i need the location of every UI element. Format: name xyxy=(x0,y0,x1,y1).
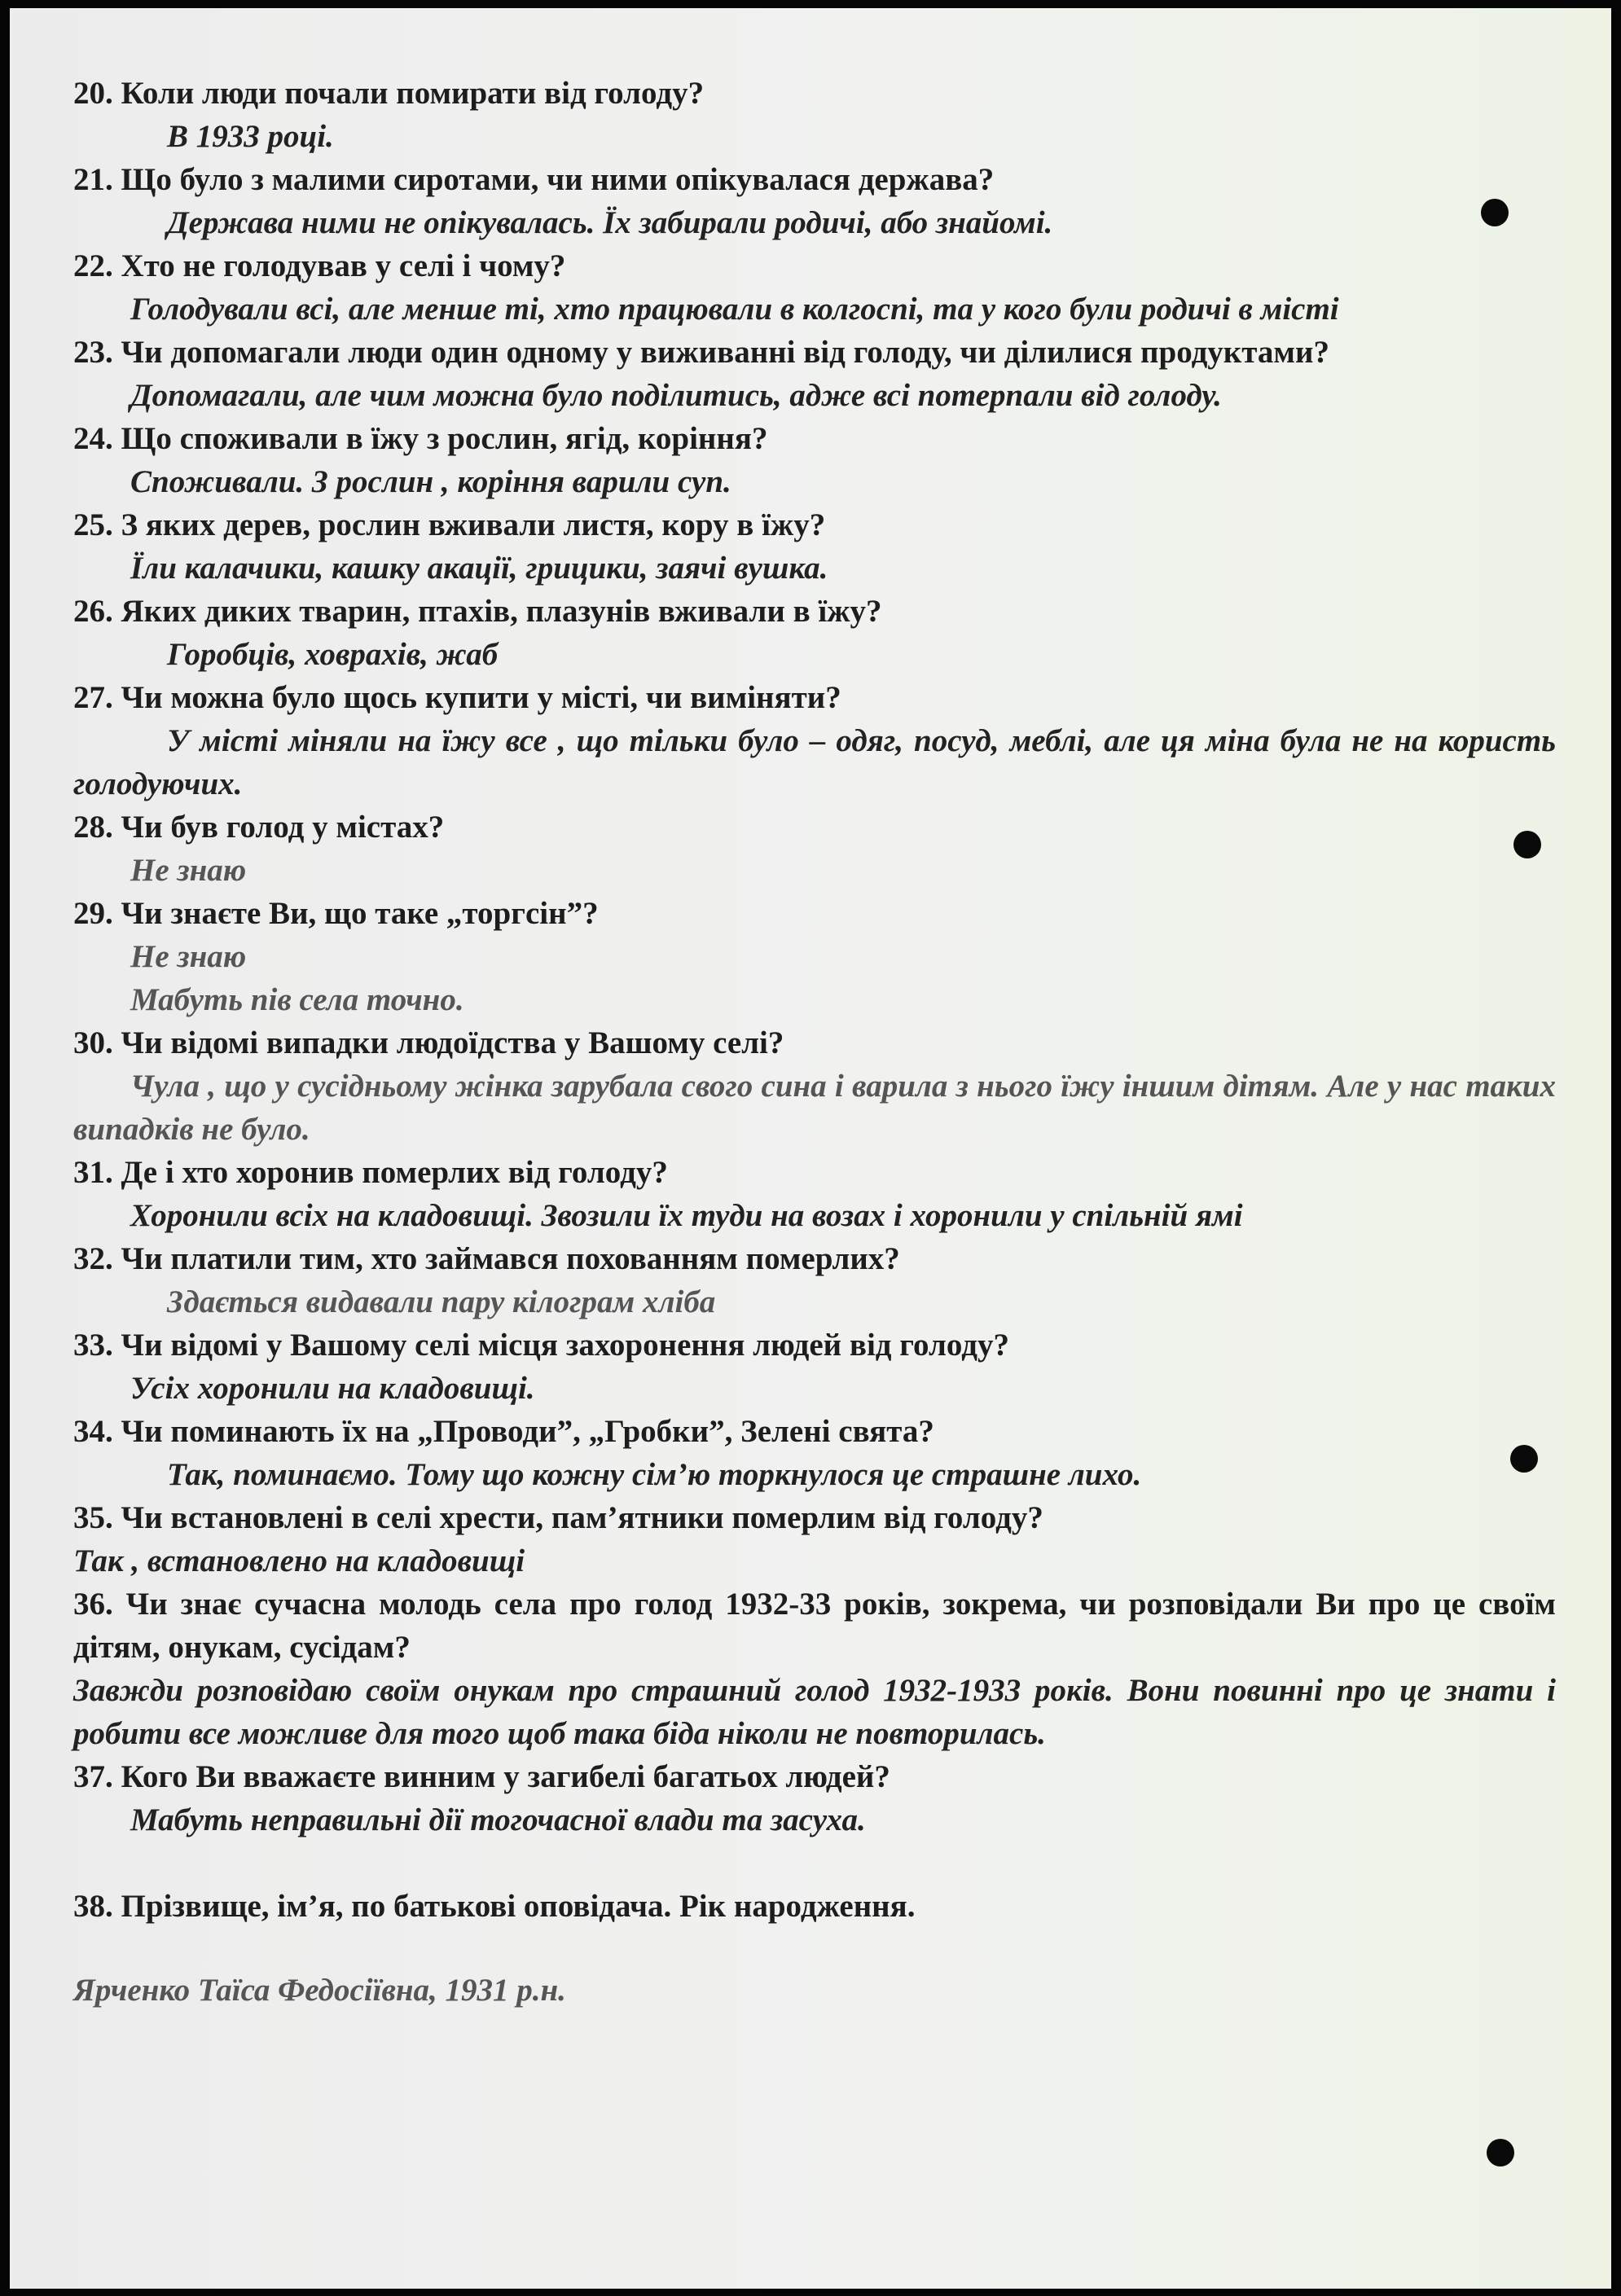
question-22: 22. Хто не голодував у селі і чому? xyxy=(73,248,566,283)
question-32: 32. Чи платили тим, хто займався похованням померлих? xyxy=(73,1241,900,1276)
question-33: 33. Чи відомі у Вашому селі місця захоронення людей від голоду? xyxy=(73,1328,1009,1363)
answer-29: Не знаю xyxy=(130,939,247,974)
answer-24: Споживали. З рослин , коріння варили суп. xyxy=(130,464,731,499)
question-20: 20. Коли люди почали помирати від голоду? xyxy=(73,76,705,111)
answer-31: Хоронили всіх на кладовищі. Звозили їх туди на возах і хоронили у спільній ямі xyxy=(130,1198,1243,1233)
question-38: 38. Прізвище, ім’я, по батькові оповідача. Рік народження. xyxy=(73,1889,916,1924)
answer-37: Мабуть неправильні дії тогочасної влади та засуха. xyxy=(130,1802,866,1837)
question-34: 34. Чи поминають їх на „Проводи”, „Гробки”, Зелені свята? xyxy=(73,1414,934,1449)
question-27: 27. Чи можна було щось купити у місті, чи виміняти? xyxy=(73,680,841,715)
answer-25: Їли калачики, кашку акації, грицики, заячі вушка. xyxy=(130,551,828,586)
answer-23: Допомагали, але чим можна було поділитись, адже всі потерпали від голоду. xyxy=(130,378,1222,413)
answer-20: В 1933 році. xyxy=(167,119,334,154)
answer-35: Так , встановлено на кладовищі xyxy=(73,1543,525,1578)
answer-34: Так, поминаємо. Тому що кожну сім’ю торкнулося це страшне лихо. xyxy=(167,1457,1142,1492)
question-31: 31. Де і хто хоронив померлих від голоду? xyxy=(73,1155,668,1190)
question-28: 28. Чи був голод у містах? xyxy=(73,810,445,845)
answer-28: Не знаю xyxy=(130,853,247,888)
answer-22: Голодували всі, але менше ті, хто працювали в колгоспі, та у кого були родичі в місті xyxy=(130,292,1339,327)
answer-21: Держава ними не опікувалась. Їх забирали родичі, або знайомі. xyxy=(167,205,1053,240)
question-36: 36. Чи знає сучасна молодь села про голод 1932-33 років, зокрема, чи розповідали Ви про це своїм дітям, онукам, сусідам? xyxy=(73,1587,1556,1665)
question-25: 25. З яких дерев, рослин вживали листя, кору в їжу? xyxy=(73,507,826,542)
document-page xyxy=(10,8,1611,2289)
question-26: 26. Яких диких тварин, птахів, плазунів вживали в їжу? xyxy=(73,594,882,629)
answer-32: Здається видавали пару кілограм хліба xyxy=(167,1284,716,1319)
punch-hole xyxy=(1487,2139,1514,2166)
answer-29-extra: Мабуть пів села точно. xyxy=(130,982,464,1017)
answer-27: У місті міняли на їжу все , що тільки було – одяг, посуд, меблі, але ця міна була не на користь голодуючих. xyxy=(73,723,1556,801)
question-23: 23. Чи допомагали люди один одному у виживанні від голоду, чи ділилися продуктами? xyxy=(73,335,1329,370)
question-29: 29. Чи знаєте Ви, що таке „торгсін”? xyxy=(73,896,599,931)
answer-26: Горобців, ховрахів, жаб xyxy=(167,637,499,672)
question-37: 37. Кого Ви вважаєте винним у загибелі багатьох людей? xyxy=(73,1759,890,1794)
question-30: 30. Чи відомі випадки людоїдства у Вашому селі? xyxy=(73,1025,784,1060)
questionnaire xyxy=(73,72,1556,2012)
answer-36: Завжди розповідаю своїм онукам про страшний голод 1932-1933 років. Вони повинні про це знати і робити все можливе для того щоб така біда ніколи не повторилась. xyxy=(73,1673,1556,1751)
question-24: 24. Що споживали в їжу з рослин, ягід, коріння? xyxy=(73,421,768,456)
question-21: 21. Що було з малими сиротами, чи ними опікувалася держава? xyxy=(73,162,995,197)
answer-38: Ярченко Таїса Федосіївна, 1931 р.н. xyxy=(73,1973,566,2008)
question-35: 35. Чи встановлені в селі хрести, пам’ятники померлим від голоду? xyxy=(73,1500,1043,1535)
answer-33: Усіх хоронили на кладовищі. xyxy=(130,1371,535,1406)
answer-30: Чула , що у сусідньому жінка зарубала свого сина і варила з нього їжу іншим дітям. Але у нас таких випадків не було. xyxy=(73,1069,1556,1147)
